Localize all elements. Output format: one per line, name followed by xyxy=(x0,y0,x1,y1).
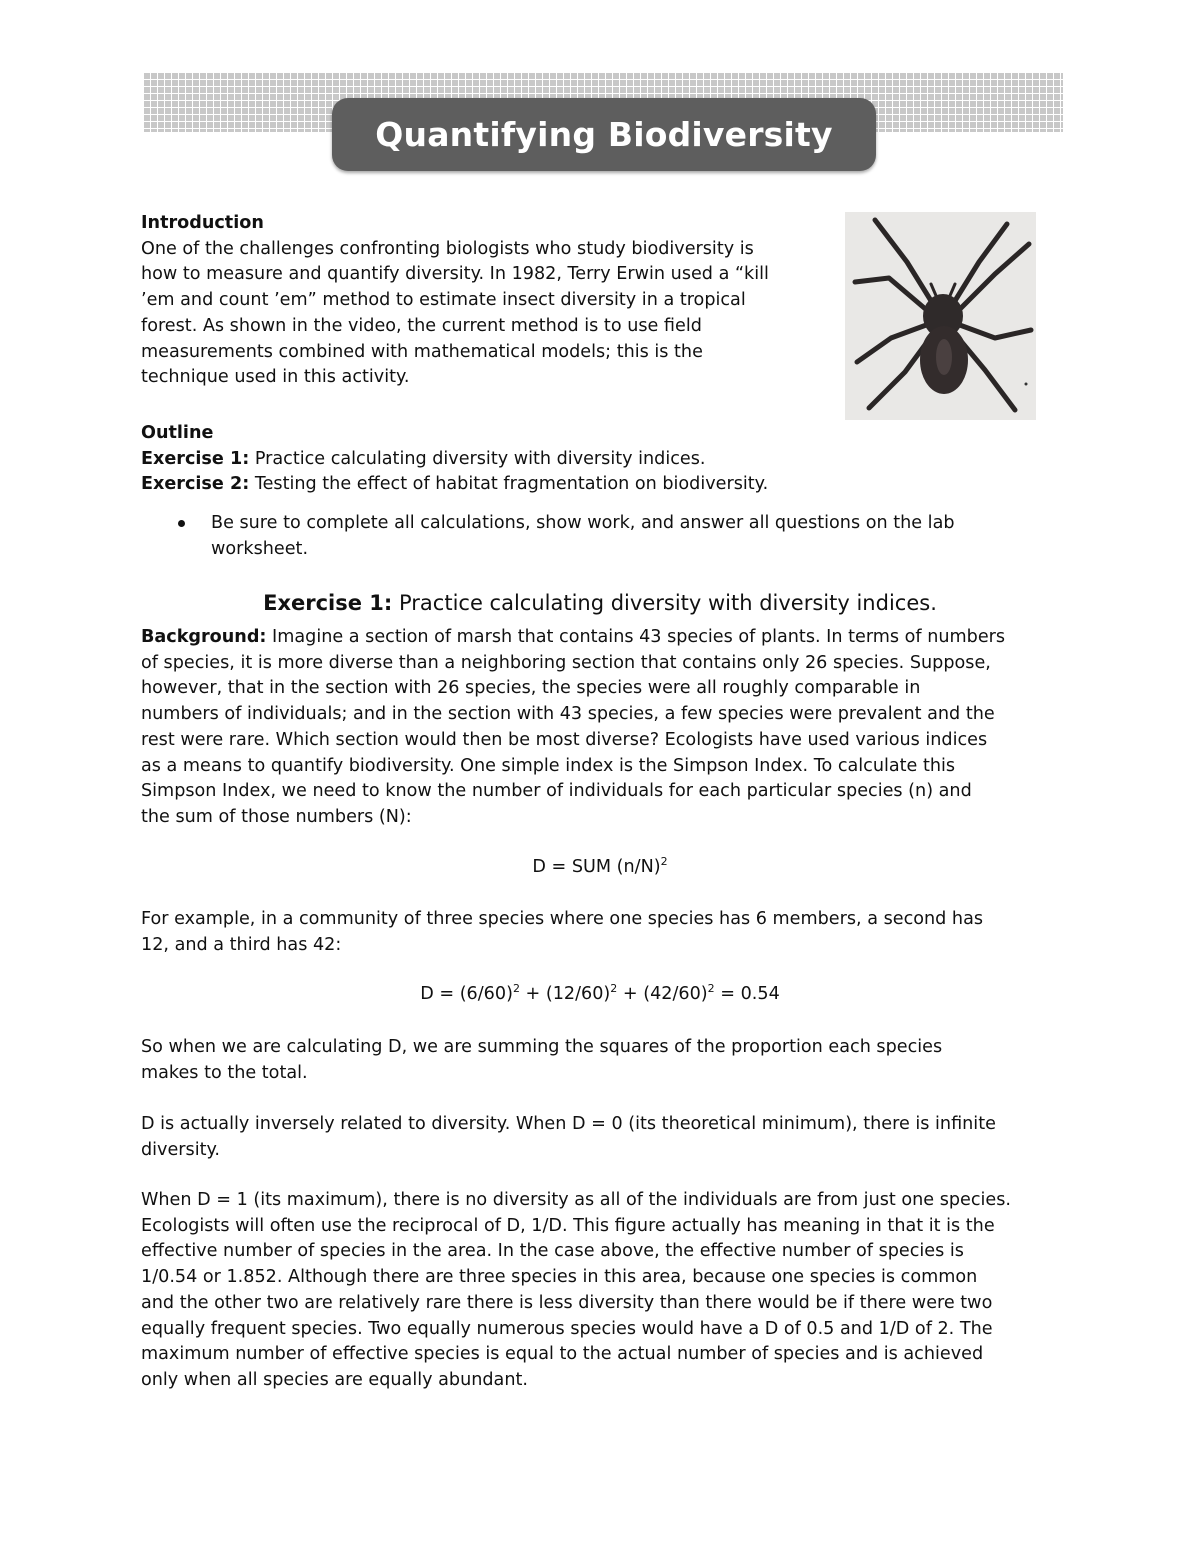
background-line: numbers of individuals; and in the section with 43 species, a few species were prevalent and the xyxy=(141,704,995,725)
example-line: For example, in a community of three species where one species has 6 members, a second has xyxy=(141,909,984,929)
example-formula-exponent: 2 xyxy=(707,982,715,996)
background-line: rest were rare. Which section would then be most diverse? Ecologists have used various indices xyxy=(141,729,988,750)
example-formula-part: + (42/60) xyxy=(617,984,708,1004)
introduction-section xyxy=(141,211,769,391)
background-line: of species, it is more diverse than a neighboring section that contains only 26 species. Suppose, xyxy=(141,652,991,673)
paragraph-line: When D = 1 (its maximum), there is no diversity as all of the individuals are from just one species. xyxy=(141,1190,1012,1210)
paragraph-line: only when all species are equally abundant. xyxy=(141,1369,528,1390)
paragraph-line: Ecologists will often use the reciprocal of D, 1/D. This figure actually has meaning in that it is the xyxy=(141,1215,995,1236)
outline-exercise-1-label: Exercise 1: xyxy=(141,448,250,469)
example-formula-part: D = (6/60) xyxy=(420,984,513,1004)
example-line: 12, and a third has 42: xyxy=(141,934,342,955)
bullet-line: Be sure to complete all calculations, show work, and answer all questions on the lab xyxy=(211,513,955,533)
intro-line: measurements combined with mathematical models; this is the xyxy=(141,341,703,362)
intro-line: forest. As shown in the video, the current method is to use field xyxy=(141,315,702,336)
paragraph-line: makes to the total. xyxy=(141,1062,308,1083)
outline-exercise-1 xyxy=(141,447,768,473)
outline-heading: Outline xyxy=(141,423,214,443)
example-formula xyxy=(0,984,1200,1004)
example-formula-part: + (12/60) xyxy=(519,984,611,1004)
bullet-line: worksheet. xyxy=(211,538,309,559)
outline-exercise-2-label: Exercise 2: xyxy=(141,474,250,495)
paragraph-line: maximum number of effective species is equal to the actual number of species and is achieved xyxy=(141,1344,984,1365)
outline-exercise-1-text: Practice calculating diversity with diversity indices. xyxy=(249,448,706,469)
bullet-text xyxy=(211,511,955,562)
background-paragraph xyxy=(141,625,1005,831)
intro-line: One of the challenges confronting biologists who study biodiversity is xyxy=(141,238,754,259)
reciprocal-paragraph xyxy=(141,1188,1011,1394)
simpson-formula-exponent: 2 xyxy=(660,855,668,869)
intro-line: technique used in this activity. xyxy=(141,367,410,388)
intro-line: how to measure and quantify diversity. In 1982, Terry Erwin used a “kill xyxy=(141,264,769,285)
outline-exercise-2-text: Testing the effect of habitat fragmentation on biodiversity. xyxy=(249,474,769,495)
paragraph-line: So when we are calculating D, we are summing the squares of the proportion each species xyxy=(141,1037,943,1057)
outline-section xyxy=(141,421,768,498)
background-line: the sum of those numbers (N): xyxy=(141,806,412,827)
page-title: Quantifying Biodiversity xyxy=(332,98,876,171)
example-formula-result: = 0.54 xyxy=(714,984,780,1004)
paragraph-line: and the other two are relatively rare there is less diversity than there would be if there were two xyxy=(141,1292,993,1313)
paragraph-line: equally frequent species. Two equally numerous species would have a D of 0.5 and 1/D of 2. The xyxy=(141,1318,993,1339)
exercise-1-heading-text: Practice calculating diversity with diversity indices. xyxy=(392,591,937,615)
paragraph-line: diversity. xyxy=(141,1139,220,1160)
paragraph-line: effective number of species in the area. In the case above, the effective number of species is xyxy=(141,1241,964,1262)
background-line: Simpson Index, we need to know the number of individuals for each particular species (n) and xyxy=(141,781,972,802)
introduction-heading: Introduction xyxy=(141,213,264,233)
example-formula-exponent: 2 xyxy=(610,982,618,996)
simpson-formula-main: D = SUM (n/N) xyxy=(532,857,661,877)
background-line: as a means to quantify biodiversity. One simple index is the Simpson Index. To calculate this xyxy=(141,755,956,776)
background-line: however, that in the section with 26 species, the species were all roughly comparable in xyxy=(141,678,921,699)
summing-paragraph xyxy=(141,1035,942,1086)
example-formula-exponent: 2 xyxy=(512,982,520,996)
paragraph-line: D is actually inversely related to diversity. When D = 0 (its theoretical minimum), there is infinite xyxy=(141,1114,996,1134)
intro-line: ’em and count ’em” method to estimate insect diversity in a tropical xyxy=(141,290,746,311)
exercise-1-heading xyxy=(0,591,1200,615)
background-first-text: Imagine a section of marsh that contains 43 species of plants. In terms of numbers xyxy=(266,627,1006,647)
simpson-formula xyxy=(0,857,1200,877)
background-label: Background: xyxy=(141,627,267,647)
background-first-line xyxy=(141,625,1005,651)
paragraph-line: 1/0.54 or 1.852. Although there are three species in this area, because one species is common xyxy=(141,1267,978,1288)
example-paragraph xyxy=(141,907,983,958)
bullet-dot-icon xyxy=(178,520,185,527)
spider-photo xyxy=(845,212,1036,420)
inverse-paragraph xyxy=(141,1112,996,1163)
exercise-1-heading-label: Exercise 1: xyxy=(263,591,393,615)
outline-exercise-2 xyxy=(141,472,768,498)
